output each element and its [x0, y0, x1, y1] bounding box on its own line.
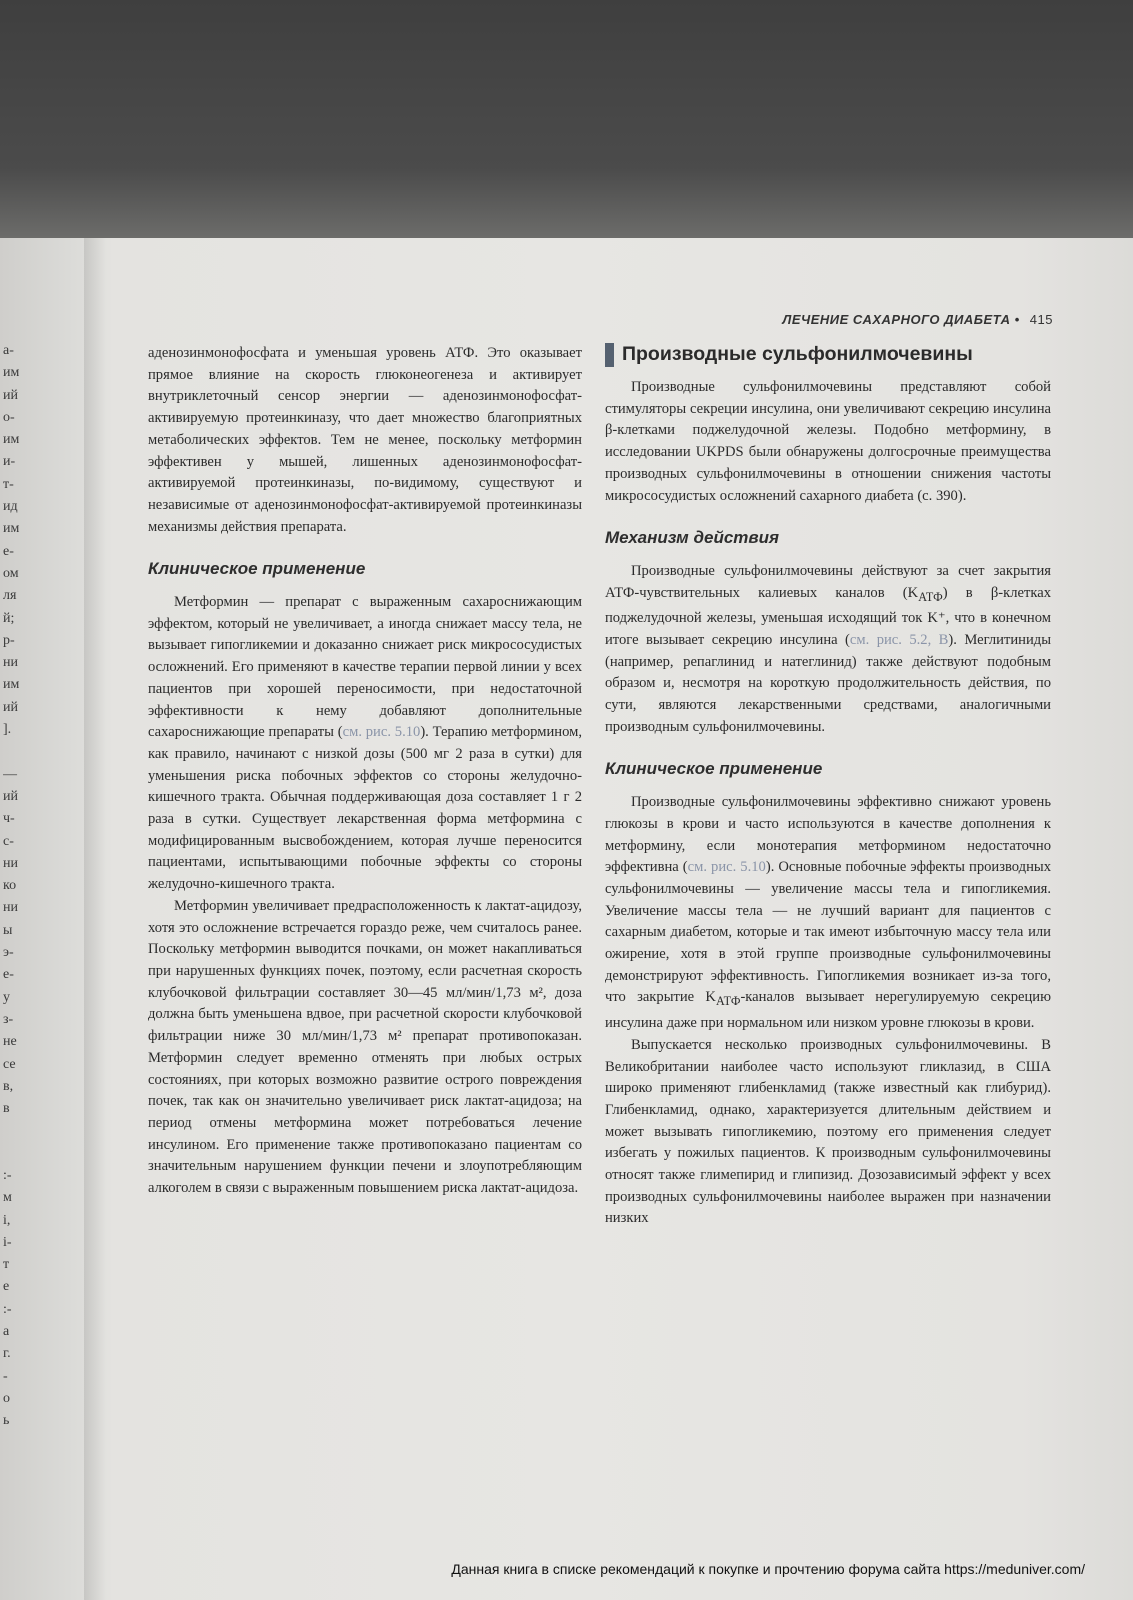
- left-column: [148, 343, 582, 1200]
- edge-text-fragment: а: [3, 1324, 10, 1340]
- edge-text-fragment: з-: [3, 1011, 14, 1027]
- edge-text-fragment: р-: [3, 632, 15, 648]
- text-run: Производные сульфонилмочевины действуют за счет закрытия АТФ-чувствительных калиевых каналов (K: [605, 562, 1051, 601]
- edge-text-fragment: им: [3, 432, 20, 448]
- edge-text-fragment: —: [3, 766, 17, 782]
- paragraph-mechanism: [605, 561, 1051, 739]
- running-head-title: ЛЕЧЕНИЕ САХАРНОГО ДИАБЕТА: [782, 312, 1011, 327]
- edge-text-fragment: е: [3, 1279, 10, 1295]
- edge-text-fragment: у: [3, 989, 10, 1005]
- edge-text-fragment: ий: [3, 699, 18, 715]
- edge-text-fragment: ид: [3, 499, 18, 515]
- edge-text-fragment: т: [3, 1257, 10, 1273]
- edge-text-fragment: им: [3, 521, 20, 537]
- edge-text-fragment: [3, 741, 37, 763]
- edge-text-fragment: ни: [3, 855, 18, 871]
- edge-text-fragment: э-: [3, 945, 14, 961]
- edge-text-fragment: і-: [3, 1234, 12, 1250]
- edge-text-fragment: й;: [3, 610, 15, 626]
- edge-text-fragment: е-: [3, 543, 14, 559]
- edge-text-fragment: ля: [3, 588, 17, 604]
- edge-text-fragment: ко: [3, 878, 17, 894]
- section-title: Производные сульфонилмочевины: [622, 343, 973, 366]
- edge-text-fragment: им: [3, 365, 20, 381]
- subheading-clinical-use-sulfonylureas: Клиническое применение: [605, 759, 823, 779]
- edge-text-fragment: м: [3, 1190, 12, 1206]
- paragraph-sulfonylureas-intro: Производные сульфонилмочевины представляют собой стимуляторы секреции инсулина, они увеличивают секрецию инсулина β-клетками поджелудочной железы. Подобно метформину, в исследовании UKPDS были обнаружены долгосрочные преимущества производных сульфонилмочевины в отношении снижения частоты микрососудистых осложнений сахарного диабета (с. 390).: [605, 379, 1051, 504]
- section-heading-sulfonylureas: [605, 343, 1051, 367]
- scan-dark-background: [0, 0, 1133, 240]
- text-run: Метформин — препарат с выраженным сахароснижающим эффектом, который не увеличивает, а иногда снижает массу тела, не вызывает гипогликемии и доказанно снижает риск микрососудистых осложнений. Его применяют в качестве терапии первой линии у всех пациентов при хорошей переносимости, при недостаточной эффективности к нему добавляют дополнительные сахароснижающие препараты (: [148, 594, 582, 741]
- section-marker-bar: [605, 343, 614, 367]
- figure-reference-link[interactable]: см. рис. 5.10: [342, 724, 421, 741]
- edge-text-fragment: с-: [3, 833, 14, 849]
- edge-text-fragment: в: [3, 1101, 10, 1117]
- edge-text-fragment: т-: [3, 476, 14, 492]
- edge-text-fragment: а-: [3, 343, 14, 358]
- edge-text-fragment: г.: [3, 1346, 11, 1362]
- edge-text-fragment: і,: [3, 1212, 11, 1228]
- subheading-mechanism: Механизм действия: [605, 528, 780, 548]
- edge-text-fragment: ом: [3, 565, 19, 581]
- edge-text-fragment: [3, 1143, 37, 1165]
- paragraph-metformin-clinical: [148, 592, 582, 896]
- footer-note: Данная книга в списке рекомендаций к покупке и прочтению форума сайта https://meduniver.com/: [451, 1561, 1085, 1577]
- edge-text-fragment: се: [3, 1056, 16, 1072]
- edge-text-fragment: ч-: [3, 811, 15, 827]
- figure-reference-link[interactable]: см. рис. 5.10: [687, 859, 766, 876]
- edge-text-fragment: и-: [3, 454, 16, 470]
- text-run: Производные сульфонилмочевины эффективно снижают уровень глюкозы в крови и часто используются в качестве дополнения к метформину, если монотерапия метформином недостаточно эффективна (: [605, 794, 1051, 876]
- edge-text-fragment: ы: [3, 922, 13, 938]
- edge-text-fragment: ий: [3, 387, 18, 403]
- subscript-atf: АТФ: [918, 589, 943, 604]
- running-head-bullet: •: [1014, 312, 1020, 327]
- edge-text-fragment: :-: [3, 1167, 12, 1183]
- figure-reference-link[interactable]: см. рис. 5.2, В: [849, 631, 949, 648]
- edge-text-fragment: -: [3, 1368, 8, 1384]
- subheading-clinical-use-metformin: Клиническое применение: [148, 559, 366, 579]
- edge-text-fragment: не: [3, 1034, 17, 1050]
- text-run: ). Основные побочные эффекты производных сульфонилмочевины — увеличение массы тела и гипогликемия. Увеличение массы тела — не лучший вариант для пациентов с сахарным диабетом, которые и так имеют избыточную массу тела или ожирение, хотя в этой группе производные сульфонилмочевины демонстрируют эффективность. Гипогликемия возникает из-за того, что закрытие K: [605, 859, 1051, 1006]
- edge-text-fragment: ь: [3, 1413, 10, 1429]
- edge-text-fragment: ].: [3, 722, 12, 738]
- text-run: ). Терапию метформином, как правило, начинают с низкой дозы (500 мг 2 раза в сутки) для уменьшения риска побочных эффектов со стороны желудочно-кишечного тракта. Обычная поддерживающая доза составляет 1 г 2 раза в сутки. Существует лекарственная форма метформина с модифицированным высвобождением, которая лучше переносится пациентами, испытывающими побочные эффекты со стороны желудочно-кишечного тракта.: [148, 724, 582, 893]
- paragraph-sulfonylureas-clinical: [605, 792, 1051, 1035]
- page-fold-shadow: [84, 238, 106, 1600]
- edge-text-fragment: [3, 1120, 37, 1142]
- edge-text-fragment: ий: [3, 788, 18, 804]
- edge-text-fragment: е-: [3, 967, 14, 983]
- edge-text-fragment: в,: [3, 1078, 14, 1094]
- edge-text-fragment: ни: [3, 655, 18, 671]
- previous-page-edge-text: [3, 340, 37, 1433]
- edge-text-fragment: о-: [3, 409, 15, 425]
- right-column: [605, 343, 1051, 1230]
- subscript-atf: АТФ: [715, 994, 741, 1009]
- edge-text-fragment: ни: [3, 900, 18, 916]
- text-run: ). Меглитиниды (например, репаглинид и натеглинид) также действуют подобным образом и, несмотря на короткую продолжительность действия, по сути, являются лекарственными средствами, аналогичными производным сульфонилмочевины.: [605, 631, 1051, 735]
- page-number: 415: [1029, 312, 1053, 327]
- paragraph-metformin-mechanism: аденозинмонофосфата и уменьшая уровень АТФ. Это оказывает прямое влияние на скорость глюконеогенеза и активирует внутриклеточный сенсор энергии — аденозинмонофосфат-активируемую протеинкиназу, что дает множество благоприятных метаболических эффектов. Тем не менее, поскольку метформин эффективен у мышей, лишенных аденозинмонофосфат-активируемой протеинкиназы, по-видимому, существуют и независимые от аденозинмонофосфат-активируемой протеинкиназы механизмы действия препарата.: [148, 345, 582, 535]
- edge-text-fragment: :-: [3, 1301, 12, 1317]
- edge-text-fragment: им: [3, 677, 20, 693]
- text-run: -каналов вызывает нерегулируемую секрецию инсулина даже при нормальном или низком уровне глюкозы в крови.: [605, 989, 1051, 1032]
- paragraph-metformin-lactic-acidosis: Метформин увеличивает предрасположенность к лактат-ацидозу, хотя это осложнение встречается гораздо реже, чем считалось ранее. Поскольку метформин выводится почками, он может накапливаться при нарушенных функциях почек, поэтому, если расчетная скорость клубочковой фильтрации составляет 30—45 мл/мин/1,73 м², доза должна быть уменьшена вдвое, при расчетной скорости клубочковой фильтрации ниже 30 мл/мин/1,73 м² препарат противопоказан. Метформин следует временно отменять при любых острых состояниях, при которых возможно развитие острого повреждения почек, так как он значительно увеличивает риск лактат-ацидоза; на период отмены метформина может потребоваться лечение инсулином. Его применение также противопоказано пациентам со значительным нарушением функции печени и злоупотребляющим алкоголем в связи с выраженным повышением риска лактат-ацидоза.: [148, 897, 582, 1197]
- text-run: ) в β-клетках поджелудочной железы, уменьшая исходящий ток K⁺, что в конечном итоге вызывает секрецию инсулина (: [605, 584, 1051, 648]
- edge-text-fragment: о: [3, 1390, 10, 1406]
- paragraph-sulfonylureas-drugs: Выпускается несколько производных сульфонилмочевины. В Великобритании наиболее часто используют гликлазид, в США широко применяют глибенкламид (также известный как глибурид). Глибенкламид, однако, характеризуется длительным действием и может вызывать гипогликемию, поэтому его применения следует избегать у пожилых пациентов. К производным сульфонилмочевины относят также глимепирид и глипизид. Дозозависимый эффект у всех производных сульфонилмочевины наиболее выражен при назначении низких: [605, 1036, 1051, 1227]
- running-head: [782, 312, 1053, 327]
